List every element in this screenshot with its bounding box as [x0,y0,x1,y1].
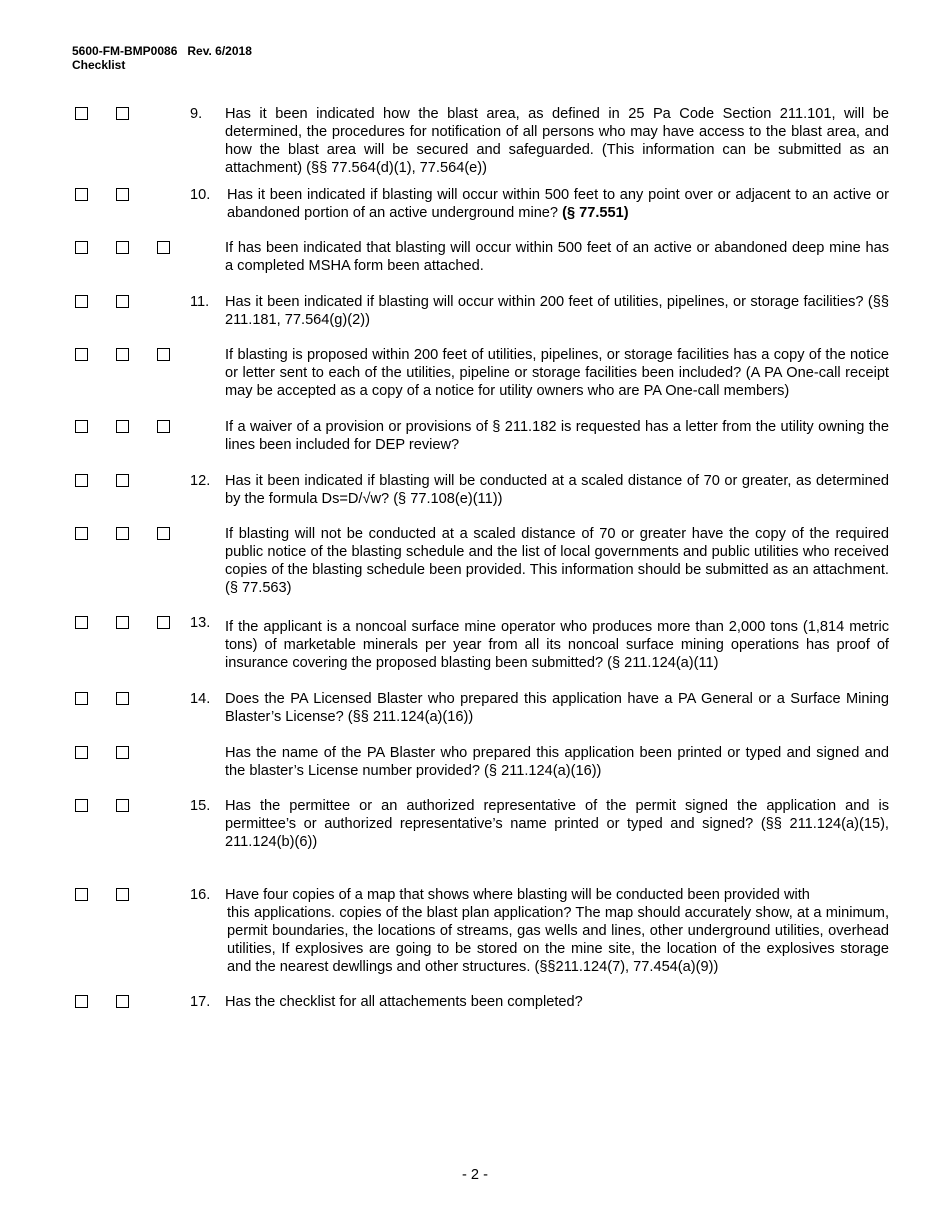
item-text: If has been indicated that blasting will occur within 500 feet of an active or abandoned deep mine has a completed MSHA form been attached. [225,240,889,274]
checkbox-no[interactable] [116,107,129,120]
checkbox-no[interactable] [116,746,129,759]
item-text: Has it been indicated if blasting will be conducted at a scaled distance of 70 or greater, as determined by the formula Ds=D/√w? (§ 77.108(e)(11)) [225,473,889,507]
item-number: 14. [190,691,211,707]
item-text [227,186,889,222]
form-code: 5600-FM-BMP0086 [72,44,178,58]
checkbox-na[interactable] [157,527,170,540]
item-number: 17. [190,994,211,1010]
item-text: Has the name of the PA Blaster who prepared this application been printed or typed and signed and the blaster’s License number provided? (§ 211.124(a)(16)) [225,745,889,779]
form-revision: Rev. 6/2018 [187,44,252,58]
checkbox-no[interactable] [116,188,129,201]
checkbox-yes[interactable] [75,888,88,901]
checkbox-yes[interactable] [75,746,88,759]
checkbox-yes[interactable] [75,107,88,120]
item-text: Has the permittee or an authorized representative of the permit signed the application and is permittee’s or authorized representative’s name printed or typed and signed? (§§ 211.124(a)(15), 211.124(b)(6)) [225,798,889,850]
checkbox-no[interactable] [116,527,129,540]
checkbox-no[interactable] [116,995,129,1008]
checkbox-no[interactable] [116,474,129,487]
item-number: 11. [190,294,210,310]
checkbox-yes[interactable] [75,420,88,433]
item-text: this applications. copies of the blast plan application? The map should accurately show, at a minimum, permit boundaries, the locations of streams, gas wells and lines, other underground utilities, overhead utilities, If explosives are going to be stored on the mine site, the location of the explosives storage and the nearest dewllings and other structures. (§§211.124(7), 77.454(a)(9)) [227,905,889,975]
checkbox-yes[interactable] [75,616,88,629]
item-number: 15. [190,798,211,814]
checkbox-na[interactable] [157,348,170,361]
checkbox-yes[interactable] [75,348,88,361]
checkbox-yes[interactable] [75,295,88,308]
item-text: If a waiver of a provision or provisions of § 211.182 is requested has a letter from the utility owning the lines been included for DEP review? [225,419,889,453]
page-number: - 2 - [462,1167,488,1183]
checkbox-yes[interactable] [75,799,88,812]
checkbox-yes[interactable] [75,692,88,705]
checkbox-yes[interactable] [75,188,88,201]
item-number: 13. [190,615,211,631]
item-text-main: Has it been indicated if blasting will occur within 500 feet to any point over or adjacent to an active or abandoned portion of an active underground mine? [227,187,889,221]
checkbox-no[interactable] [116,799,129,812]
item-text: Has it been indicated how the blast area, as defined in 25 Pa Code Section 211.101, will be determined, the procedures for notification of all persons who may have access to the blast area, and how the blast area will be secured and safeguarded. (This information can be submitted as an attachment) (§§ 77.564(d)(1), 77.564(e)) [225,106,889,176]
checkbox-no[interactable] [116,888,129,901]
checkbox-yes[interactable] [75,241,88,254]
item-number: 12. [190,473,211,489]
item-text: Does the PA Licensed Blaster who prepared this application have a PA General or a Surface Mining Blaster’s License? (§§ 211.124(a)(16)) [225,691,889,725]
checkbox-no[interactable] [116,241,129,254]
item-text: If blasting will not be conducted at a scaled distance of 70 or greater have the copy of the required public notice of the blasting schedule and the list of local governments and public utilities who received copies of the blasting schedule been provided. This information should be submitted as an attachment. (§ 77.563) [225,526,889,596]
item-number: 9. [190,106,203,122]
checkbox-na[interactable] [157,420,170,433]
checkbox-yes[interactable] [75,474,88,487]
checkbox-na[interactable] [157,616,170,629]
item-text: Has it been indicated if blasting will occur within 200 feet of utilities, pipelines, or storage facilities? (§§ 211.181, 77.564(g)(2)) [225,294,889,328]
item-text: If blasting is proposed within 200 feet of utilities, pipelines, or storage facilities has a copy of the notice or letter sent to each of the utilities, pipeline or storage facilities been included? (A PA One-call receipt may be accepted as a copy of a notice for utility owners who are PA One-call members) [225,347,889,399]
item-number: 10. [190,187,211,203]
checkbox-na[interactable] [157,241,170,254]
item-text-first-line: Have four copies of a map that shows where blasting will be conducted been provided with [225,887,810,903]
checkbox-no[interactable] [116,616,129,629]
item-text-citation: (§ 77.551) [562,205,629,221]
checkbox-no[interactable] [116,420,129,433]
item-number: 16. [190,887,211,903]
checkbox-yes[interactable] [75,995,88,1008]
item-text: Has the checklist for all attachements been completed? [225,994,583,1010]
form-header [72,44,252,72]
checkbox-no[interactable] [116,348,129,361]
checkbox-yes[interactable] [75,527,88,540]
item-text: If the applicant is a noncoal surface mine operator who produces more than 2,000 tons (1,814 metric tons) of marketable minerals per year from all its noncoal surface mining operations has proof of insurance covering the proposed blasting been submitted? (§ 211.124(a)(11) [225,619,889,671]
checkbox-no[interactable] [116,692,129,705]
checkbox-no[interactable] [116,295,129,308]
form-subtitle: Checklist [72,58,126,72]
